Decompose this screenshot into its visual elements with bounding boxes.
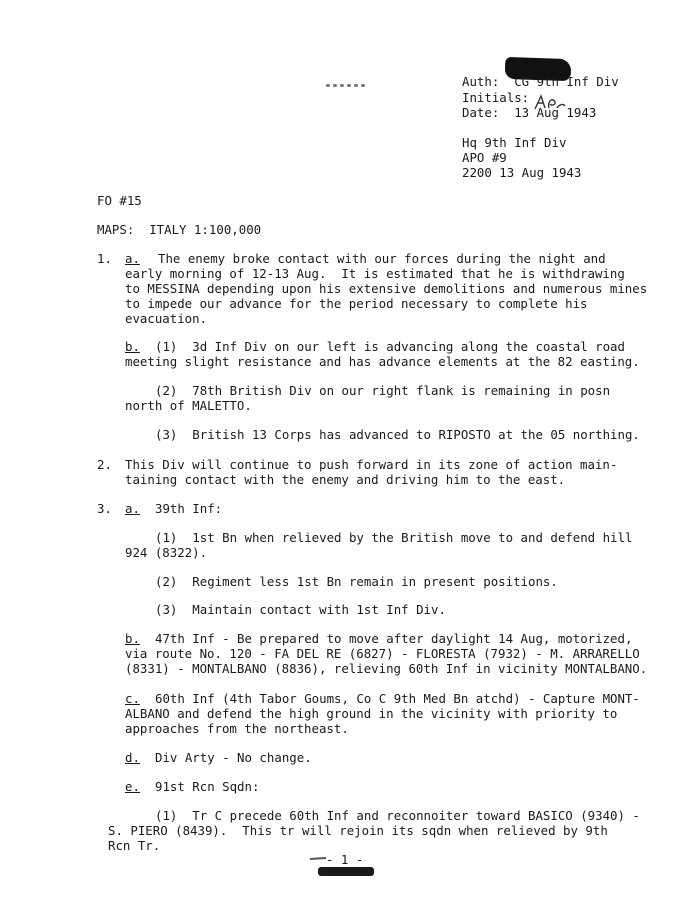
para-3c-line: approaches from the northeast.: [125, 721, 349, 736]
para-3e1-line: Rcn Tr.: [108, 838, 161, 853]
apo-line: APO #9: [462, 150, 507, 165]
para-1a-line: to MESSINA depending upon his extensive demolitions and numerous mines: [125, 281, 648, 296]
para-3b-line: (8331) - MONTALBANO (8836), relieving 60th Inf in vicinity MONTALBANO.: [125, 661, 648, 676]
para-1a-line: to impede our advance for the period necessary to complete his: [125, 296, 588, 311]
para-3d-line: Div Arty - No change.: [155, 750, 312, 765]
para-1a-label: a.: [125, 251, 140, 266]
page-number: - 1 -: [326, 852, 364, 867]
para-2-number: 2.: [97, 457, 112, 472]
para-1a-line: early morning of 12-13 Aug. It is estimated that he is withdrawing: [125, 266, 625, 281]
initials-label: Initials:: [462, 90, 530, 105]
para-3e-label: e.: [125, 779, 140, 794]
fo-number: FO #15: [97, 193, 142, 208]
para-3a2-line: (2) Regiment less 1st Bn remain in present positions.: [155, 574, 558, 589]
para-1a-line: evacuation.: [125, 311, 208, 326]
para-1a-line: The enemy broke contact with our forces during the night and: [158, 251, 606, 266]
para-1b-label: b.: [125, 339, 140, 354]
para-3b-line: 47th Inf - Be prepared to move after daylight 14 Aug, motorized,: [155, 631, 633, 646]
para-2-line: taining contact with the enemy and driving him to the east.: [125, 472, 566, 487]
maps-line: MAPS: ITALY 1:100,000: [97, 222, 262, 237]
time-line: 2200 13 Aug 1943: [462, 165, 582, 180]
para-1b1-line: (1) 3d Inf Div on our left is advancing along the coastal road: [155, 339, 625, 354]
ink-smudge: [326, 75, 378, 81]
para-1b3-line: (3) British 13 Corps has advanced to RIPOSTO at the 05 northing.: [155, 427, 640, 442]
para-3e1-line: S. PIERO (8439). This tr will rejoin its sqdn when relieved by 9th: [108, 823, 608, 838]
para-3b-line: via route No. 120 - FA DEL RE (6827) - FLORESTA (7932) - M. ARRARELLO: [125, 646, 640, 661]
auth-line: Auth: CG 9th Inf Div: [462, 74, 619, 89]
para-3c-line: 60th Inf (4th Tabor Goums, Co C 9th Med Bn atchd) - Capture MONT-: [155, 691, 640, 706]
para-3-number: 3.: [97, 501, 112, 516]
para-1b1-line: meeting slight resistance and has advance elements at the 82 easting.: [125, 354, 640, 369]
para-3a3-line: (3) Maintain contact with 1st Inf Div.: [155, 602, 446, 617]
para-1b2-line: north of MALETTO.: [125, 398, 252, 413]
para-3c-line: ALBANO and defend the high ground in the vicinity with priority to: [125, 706, 618, 721]
para-3e1-line: (1) Tr C precede 60th Inf and reconnoiter toward BASICO (9340) -: [155, 808, 640, 823]
para-3a-label: a.: [125, 501, 140, 516]
para-2-line: This Div will continue to push forward in its zone of action main-: [125, 457, 618, 472]
para-3a1-line: 924 (8322).: [125, 545, 208, 560]
para-1-number: 1.: [97, 251, 112, 266]
para-3a1-line: (1) 1st Bn when relieved by the British move to and defend hill: [155, 530, 633, 545]
para-3c-label: c.: [125, 691, 140, 706]
para-3e-title: 91st Rcn Sqdn:: [155, 779, 260, 794]
para-3a-title: 39th Inf:: [155, 501, 223, 516]
para-3b-label: b.: [125, 631, 140, 646]
para-3d-label: d.: [125, 750, 140, 765]
para-1b2-line: (2) 78th British Div on our right flank is remaining in posn: [155, 383, 611, 398]
classification-stamp-remnant: [308, 853, 380, 879]
date-line: Date: 13 Aug 1943: [462, 105, 597, 120]
hq-line: Hq 9th Inf Div: [462, 135, 567, 150]
